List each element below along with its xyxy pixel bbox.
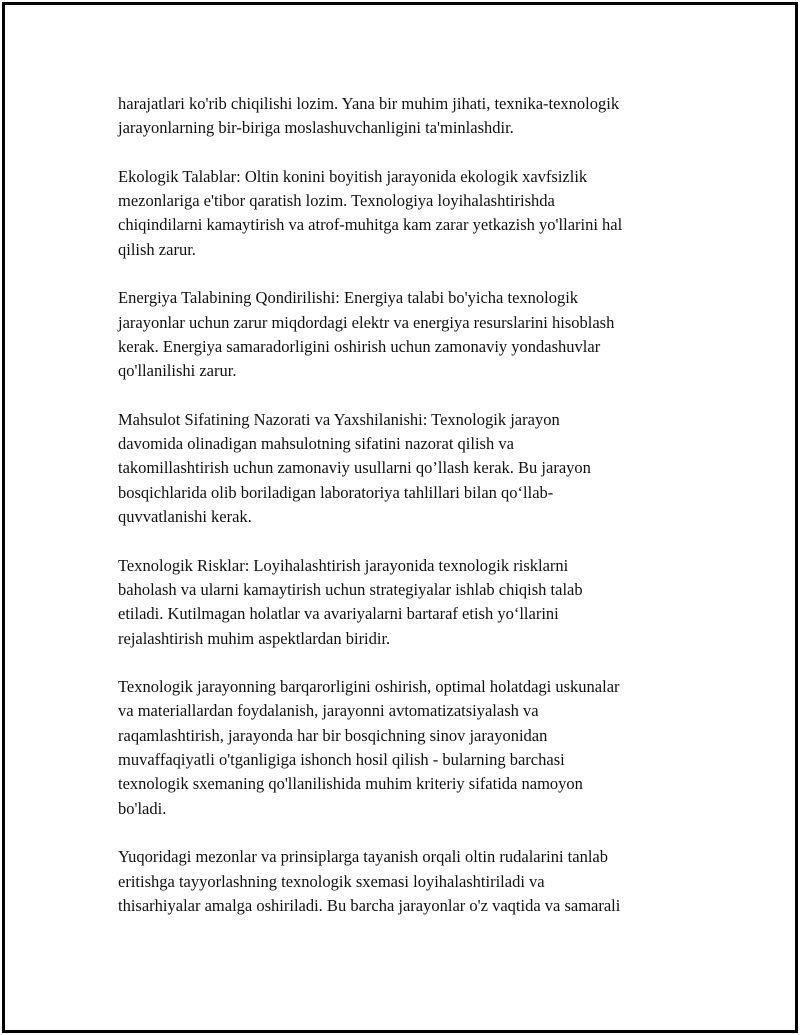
text-line: thisarhiyalar amalga oshiriladi. Bu barcha jarayonlar o'z vaqtida va samarali — [118, 895, 621, 915]
text-line: harajatlari ko'rib chiqilishi lozim. Yana bir muhim jihati, texnika-texnologik — [118, 94, 620, 113]
paragraph — [118, 92, 718, 141]
text-line: chiqindilarni kamaytirish va atrof-muhitga kam zarar yetkazish yo'llarini hal — [118, 215, 623, 235]
text-line: eritishga tayyorlashning texnologik sxemasi loyihalashtiriladi va — [118, 871, 545, 891]
document-body — [118, 92, 718, 942]
paragraph-process-stability — [118, 675, 718, 821]
text-line: qilish zarur. — [118, 239, 196, 259]
text-line: baholash va ularni kamaytirish uchun strategiyalar ishlab chiqish talab — [118, 579, 583, 599]
text-line: raqamlashtirish, jarayonda har bir bosqichning sinov jarayonidan — [118, 725, 548, 745]
text-line: Mahsulot Sifatining Nazorati va Yaxshilanishi: Texnologik jarayon — [118, 409, 560, 429]
paragraph-ecological-requirements — [118, 165, 718, 262]
text-line: davomida olinadigan mahsulotning sifatini nazorat qilish va — [118, 434, 514, 454]
text-line: texnologik sxemaning qo'llanilishida muhim kriteriy sifatida namoyon — [118, 774, 583, 794]
text-line: mezonlariga e'tibor qaratish lozim. Texnologiya loyihalashtirishda — [118, 191, 555, 211]
text-line: muvaffaqiyatli o'tganligiga ishonch hosil qilish - bularning barchasi — [118, 750, 565, 770]
paragraph-technological-risks — [118, 554, 718, 651]
text-line: jarayonlar uchun zarur miqdordagi elektr va energiya resurslarini hisoblash — [118, 312, 615, 332]
text-line: kerak. Energiya samaradorligini oshirish uchun zamonaviy yondashuvlar — [118, 336, 601, 356]
text-line: bo'ladi. — [118, 798, 167, 818]
paragraph-product-quality — [118, 408, 718, 529]
text-line: takomillashtirish uchun zamonaviy usullarni qo’llash kerak. Bu jarayon — [118, 458, 591, 478]
text-line: Energiya Talabining Qondirilishi: Energiya talabi bo'yicha texnologik — [118, 288, 579, 308]
text-line: Texnologik Risklar: Loyihalashtirish jarayonida texnologik risklarni — [118, 555, 569, 575]
text-line: quvvatlanishi kerak. — [118, 507, 252, 527]
text-line: rejalashtirish muhim aspektlardan biridir. — [118, 628, 391, 648]
paragraph-conclusion — [118, 845, 718, 918]
text-line: Texnologik jarayonning barqarorligini oshirish, optimal holatdagi uskunalar — [118, 677, 620, 697]
text-line: va materiallardan foydalanish, jarayonni avtomatizatsiyalash va — [118, 701, 539, 721]
paragraph-energy-demand — [118, 286, 718, 383]
text-line: etiladi. Kutilmagan holatlar va avariyalarni bartaraf etish yo‘llarini — [118, 604, 559, 624]
text-line: jarayonlarning bir-biriga moslashuvchanligini ta'minlashdir. — [118, 118, 514, 138]
text-line: Ekologik Talablar: Oltin konini boyitish jarayonida ekologik xavfsizlik — [118, 166, 588, 186]
text-line: qo'llanilishi zarur. — [118, 361, 237, 381]
text-line: bosqichlarida olib boriladigan laboratoriya tahlillari bilan qo‘llab- — [118, 482, 554, 502]
text-line: Yuqoridagi mezonlar va prinsiplarga tayanish orqali oltin rudalarini tanlab — [118, 847, 608, 867]
